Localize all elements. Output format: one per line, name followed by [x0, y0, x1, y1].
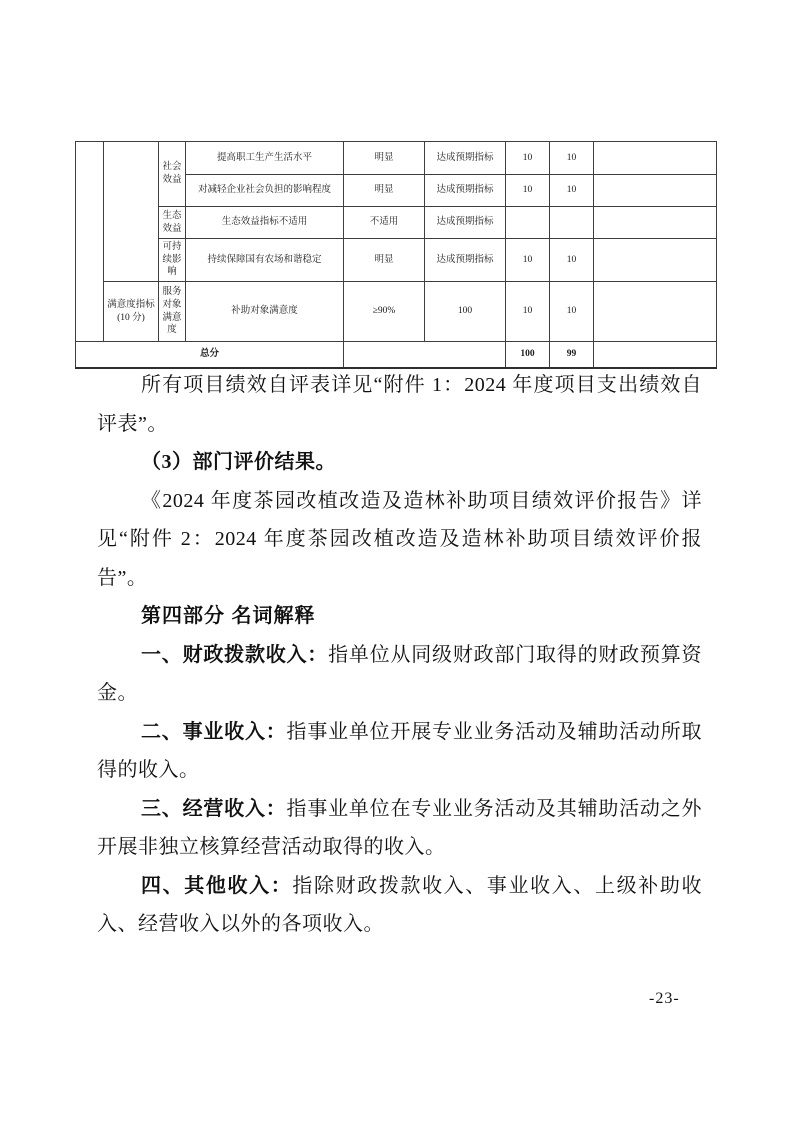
cell-group-satisfaction-category: 满意度指标(10 分): [104, 282, 159, 342]
table-row: [76, 239, 717, 282]
cell-indicator-name: 提高职工生产生活水平: [186, 142, 344, 175]
cell-note: [594, 239, 717, 282]
cell-group-ecological-benefit: 生态效益: [159, 207, 186, 239]
cell-note: [594, 282, 717, 342]
cell-group-service-target: 服务对象满意度: [159, 282, 186, 342]
term-definition-3: [97, 790, 702, 867]
cell-score: 10: [550, 175, 594, 207]
cell-category-span-empty: [76, 142, 104, 342]
term-definition-2: [97, 713, 702, 790]
paragraph-dept-eval: 《2024 年度茶园改植改造及造林补助项目绩效评价报告》详见“附件 2：2024 年度茶园改植改造及造林补助项目绩效评价报告”。: [97, 489, 702, 589]
term-4-definition: 指除财政拨款收入、事业收入、上级补助收入、经营收入以外的各项收入。: [97, 874, 703, 935]
table-row: [76, 207, 717, 239]
cell-target-value: 明显: [344, 239, 425, 282]
heading-part4-glossary: 第四部分 名词解释: [141, 605, 316, 627]
cell-target-value: 不适用: [344, 207, 425, 239]
cell-score: 10: [550, 142, 594, 175]
cell-target-value: 明显: [344, 175, 425, 207]
cell-indicator-name: 对减轻企业社会负担的影响程度: [186, 175, 344, 207]
cell-note: [594, 175, 717, 207]
term-3-definition: 指事业单位在专业业务活动及其辅助活动之外开展非独立核算经营活动取得的收入。: [97, 797, 703, 858]
cell-group-social-benefit: 社会效益: [159, 142, 186, 207]
performance-indicator-table: [75, 141, 717, 369]
term-1-definition: 指单位从同级财政部门取得的财政预算资金。: [97, 643, 703, 704]
term-2-label: 二、事业收入：: [141, 720, 287, 743]
cell-full-score: 10: [506, 282, 550, 342]
term-3-label: 三、经营收入：: [141, 797, 287, 820]
cell-total-score: 99: [550, 342, 594, 368]
term-definition-1: [97, 636, 702, 713]
document-body: [97, 366, 702, 944]
cell-score: [550, 207, 594, 239]
table-row: [76, 142, 717, 175]
cell-full-score: 10: [506, 175, 550, 207]
cell-total-label: 总分: [76, 342, 344, 368]
cell-actual-value: 达成预期指标: [425, 142, 506, 175]
term-definition-4: [97, 867, 702, 944]
cell-total-blank: [344, 342, 506, 368]
cell-score: 10: [550, 282, 594, 342]
cell-full-score: 10: [506, 239, 550, 282]
cell-note: [594, 207, 717, 239]
table-row: [76, 282, 717, 342]
cell-actual-value: 100: [425, 282, 506, 342]
cell-indicator-name: 生态效益指标不适用: [186, 207, 344, 239]
cell-actual-value: 达成预期指标: [425, 239, 506, 282]
cell-target-value: ≥90%: [344, 282, 425, 342]
term-4-label: 四、其他收入：: [141, 874, 293, 897]
table-total-row: [76, 342, 717, 368]
cell-full-score: [506, 207, 550, 239]
cell-total-note: [594, 342, 717, 368]
cell-full-score: 10: [506, 142, 550, 175]
cell-total-full-score: 100: [506, 342, 550, 368]
cell-actual-value: 达成预期指标: [425, 175, 506, 207]
paragraph-self-eval: 所有项目绩效自评表详见“附件 1：2024 年度项目支出绩效自评表”。: [97, 374, 702, 435]
cell-indicator-name: 持续保障国有农场和谐稳定: [186, 239, 344, 282]
term-1-label: 一、财政拨款收入：: [141, 643, 329, 666]
cell-indicator-name: 补助对象满意度: [186, 282, 344, 342]
page-number: -23-: [649, 990, 680, 1007]
cell-target-value: 明显: [344, 142, 425, 175]
term-2-definition: 指事业单位开展专业业务活动及辅助活动所取得的收入。: [97, 720, 703, 781]
heading-dept-eval-result: （3）部门评价结果。: [141, 451, 336, 473]
cell-group-sustainability: 可持续影响: [159, 239, 186, 282]
cell-note: [594, 142, 717, 175]
cell-actual-value: 达成预期指标: [425, 207, 506, 239]
cell-subcategory-span-empty: [104, 142, 159, 282]
cell-score: 10: [550, 239, 594, 282]
